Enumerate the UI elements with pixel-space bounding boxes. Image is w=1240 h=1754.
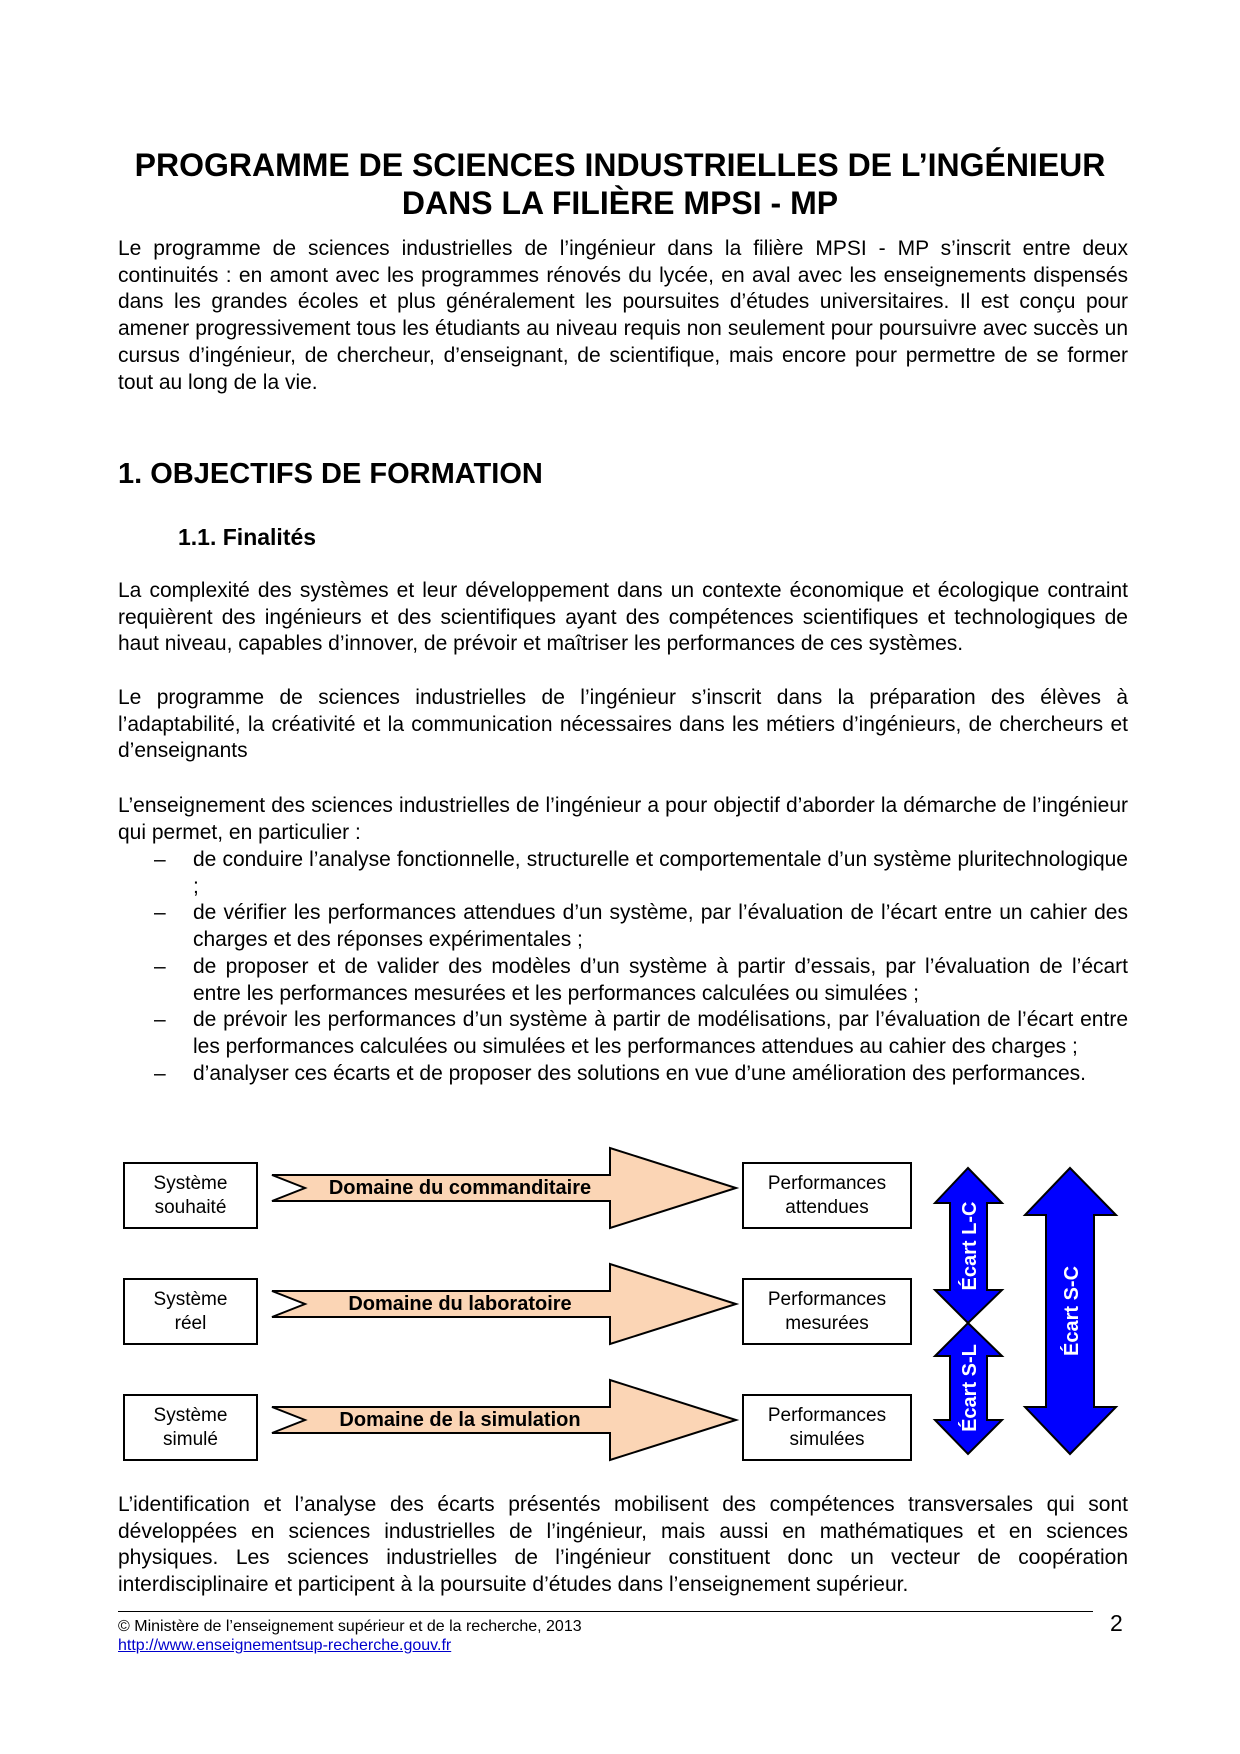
performance-label-line1: Performances [767,1288,887,1310]
performance-label-line1: Performances [767,1172,887,1194]
performance-label-line2: attendues [785,1196,869,1218]
performance-label-line2: simulées [789,1428,865,1450]
performance-box-mesurees [742,1278,912,1345]
footer-copyright: © Ministère de l’enseignement supérieur et de la recherche, 2013 [118,1618,582,1635]
domain-label-commanditaire: Domaine du commanditaire [328,1177,592,1199]
list-item-text: de prévoir les performances d’un système à partir de modélisations, par l’évaluation de l’écart entre les performances calculées ou simulées et les performances attendues au cahier des charges ; [193,1008,1128,1058]
performance-label-line1: Performances [767,1404,887,1426]
system-label-line2: réel [174,1312,207,1334]
system-label-line2: souhaité [154,1196,227,1218]
ecart-sl-label: Écart S-L [959,1344,981,1432]
system-box-simule [123,1394,258,1461]
system-label-line1: Système [153,1172,228,1194]
system-label-line1: Système [153,1288,228,1310]
subsection-heading-finalites: 1.1. Finalités [178,524,317,550]
finalites-paragraph-1: La complexité des systèmes et leur développement dans un contexte économique et écologique contraint requièrent des ingénieurs et des scientifiques ayant des compétences scientifiques et technologiques de haut niveau, capables d’innover, de prévoir et maîtriser les performances de ces systèmes. [118,579,1128,656]
enseignement-paragraph: L’enseignement des sciences industrielles de l’ingénieur a pour objectif d’aborder la démarche de l’ingénieur qui permet, en particulier : [118,794,1128,844]
ecart-sc-label: Écart S-C [1061,1265,1083,1357]
conclusion-paragraph: L’identification et l’analyse des écarts présentés mobilisent des compétences transversales qui sont développées en sciences industrielles de l’ingénieur, mais aussi en mathématiques et en sciences physiques. Les sciences industrielles de l’ingénieur constituent donc un vecteur de coopération interdisciplinaire et participent à la poursuite d’études dans l’enseignement supérieur. [118,1493,1128,1597]
domain-label-simulation: Domaine de la simulation [339,1409,581,1431]
title-line-2: DANS LA FILIÈRE MPSI - MP [401,185,839,221]
page-number: 2 [1110,1610,1123,1636]
footer-url-link[interactable]: http://www.enseignementsup-recherche.gouv.fr [118,1637,452,1654]
ecart-lc-label: Écart L-C [959,1201,981,1291]
performance-box-simulees [742,1394,912,1461]
list-dash: – [154,954,166,978]
finalites-paragraph-2: Le programme de sciences industrielles de l’ingénieur s’inscrit dans la préparation des élèves à l’adaptabilité, la créativité et la communication nécessaires dans les métiers d’ingénieurs, de chercheurs et d’enseignants [118,686,1128,763]
system-box-reel [123,1278,258,1345]
list-dash: – [154,901,166,925]
list-item-text: de vérifier les performances attendues d’un système, par l’évaluation de l’écart entre un cahier des charges et des réponses expérimentales ; [193,901,1128,952]
system-label-line1: Système [153,1404,228,1426]
system-label-line2: simulé [163,1428,218,1450]
domain-label-laboratoire: Domaine du laboratoire [348,1293,572,1315]
list-dash: – [154,848,166,871]
list-item-text: de conduire l’analyse fonctionnelle, structurelle et comportementale d’un système pluritechnologique ; [193,848,1128,898]
title-line-1: PROGRAMME DE SCIENCES INDUSTRIELLES DE L’INGÉNIEUR [134,147,1106,183]
performance-label-line2: mesurées [785,1312,869,1334]
performance-box-attendues [742,1162,912,1229]
list-item-text: de proposer et de valider des modèles d’un système à partir d’essais, par l’évaluation de l’écart entre les performances mesurées et les performances calculées ou simulées ; [193,954,1128,1005]
list-dash: – [154,1061,166,1085]
section-heading-objectifs: 1. OBJECTIFS DE FORMATION [118,458,543,490]
list-item-text: d’analyser ces écarts et de proposer des solutions en vue d’une amélioration des performances. [193,1061,1087,1085]
intro-paragraph: Le programme de sciences industrielles de l’ingénieur dans la filière MPSI - MP s’inscrit entre deux continuités : en amont avec les programmes rénovés du lycée, en aval avec les enseignements dispensés dans les grandes écoles et plus généralement les poursuites d’études universitaires. Il est conçu pour amener progressivement tous les étudiants au niveau requis non seulement pour poursuivre avec succès un cursus d’ingénieur, de chercheur, d’enseignant, de scientifique, mais encore pour permettre de se former tout au long de la vie. [118,237,1128,394]
list-dash: – [154,1008,166,1032]
footer-divider [118,1611,1093,1612]
system-box-souhaite [123,1162,258,1229]
